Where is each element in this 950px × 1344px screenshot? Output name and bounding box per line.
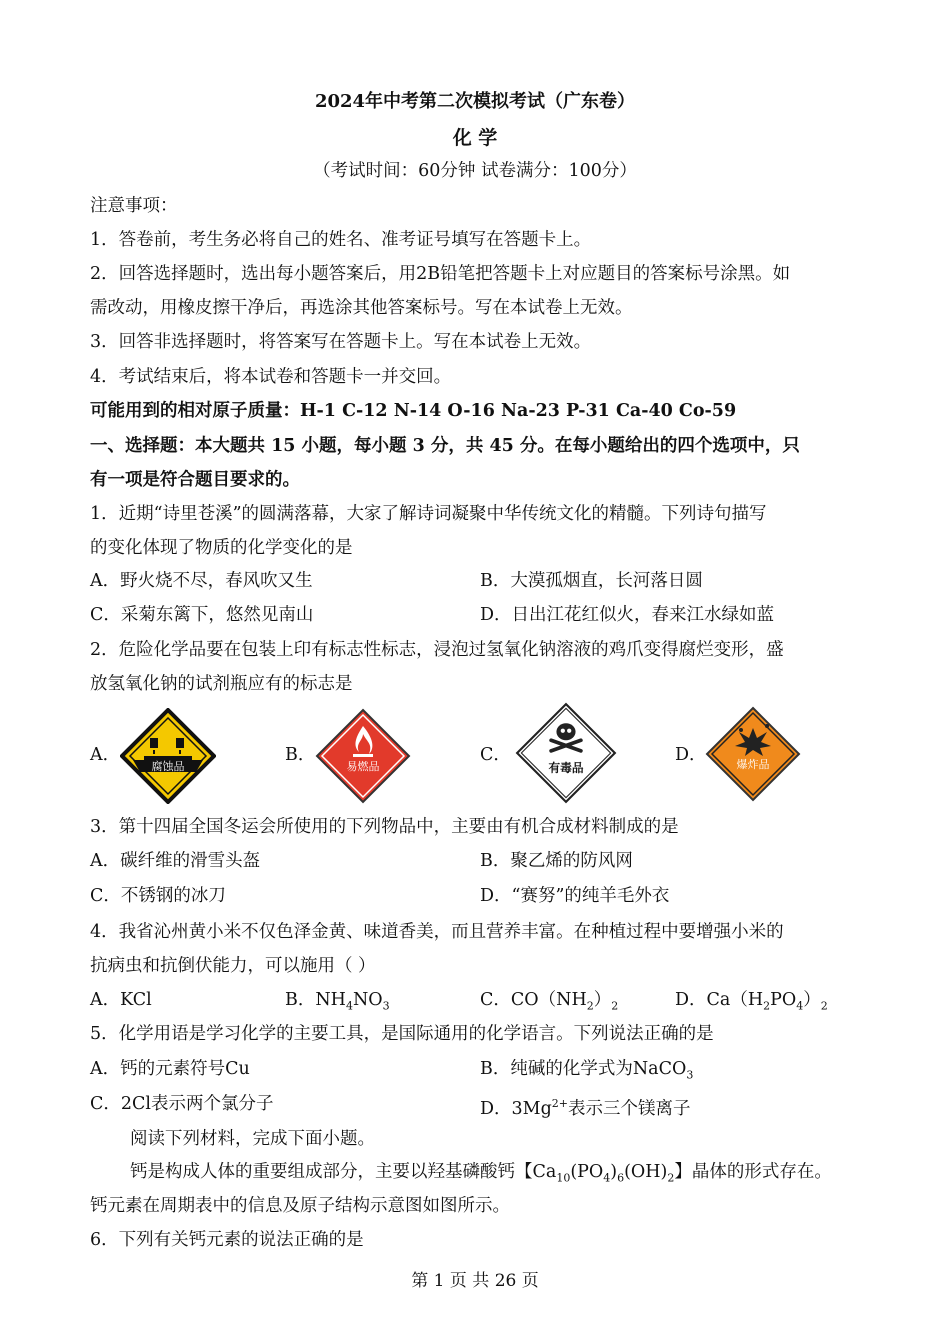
atomic-mass-line: 可能用到的相对原子质量：H-1 C-12 N-14 O-16 Na-23 P-31 Ca-40 Co-59 bbox=[90, 401, 737, 421]
q4-stem-line1: 4．我省沁州黄小米不仅色泽金黄、味道香美，而且营养丰富。在种植过程中要增强小米的 bbox=[90, 922, 784, 942]
q2-option-a-label: A． bbox=[90, 745, 121, 765]
q5-option-a: A．钙的元素符号Cu bbox=[90, 1059, 250, 1079]
note-2-line2: 需改动，用橡皮擦干净后，再选涂其他答案标号。写在本试卷上无效。 bbox=[90, 298, 633, 318]
reading-paragraph-line2: 钙元素在周期表中的信息及原子结构示意图如图所示。 bbox=[90, 1196, 510, 1216]
q2-stem-line1: 2．危险化学品要在包装上印有标志性标志，浸泡过氢氧化钠溶液的鸡爪变得腐烂变形，盛 bbox=[90, 640, 784, 660]
note-1: 1．答卷前，考生务必将自己的姓名、准考证号填写在答题卡上。 bbox=[90, 230, 592, 250]
corrosive-sign-icon bbox=[120, 708, 216, 804]
q2-option-b-label: B． bbox=[285, 745, 316, 765]
explosive-sign-icon bbox=[705, 706, 801, 802]
note-3: 3．回答非选择题时，将答案写在答题卡上。写在本试卷上无效。 bbox=[90, 332, 592, 352]
q4-stem-line2: 抗病虫和抗倒伏能力，可以施用（ ） bbox=[90, 956, 376, 976]
q4-option-c: C．$CO(NH_2)_2$ bbox=[480, 990, 619, 1013]
q5-option-b: B．纯碱的化学式为NaCO$_3$ bbox=[480, 1059, 694, 1082]
sign-c-text: 有毒品 bbox=[548, 761, 584, 776]
page-footer: 第 1 页 共 26 页 bbox=[411, 1271, 539, 1291]
q1-option-d: D．日出江花红似火，春来江水绿如蓝 bbox=[480, 605, 775, 625]
q3-option-b: B．聚乙烯的防风网 bbox=[480, 851, 633, 871]
exam-info: （考试时间：60分钟 试卷满分：100分） bbox=[313, 161, 637, 181]
q5-option-d: D．$3Mg^{2+}$表示三个镁离子 bbox=[480, 1097, 691, 1119]
q3-option-a: A．碳纤维的滑雪头盔 bbox=[90, 851, 261, 871]
subject-title: 化 学 bbox=[452, 127, 498, 149]
note-2-line1: 2．回答选择题时，选出每小题答案后，用2B铅笔把答题卡上对应题目的答案标号涂黑。如 bbox=[90, 264, 791, 284]
q5-option-c: C．2Cl表示两个氯分子 bbox=[90, 1094, 274, 1114]
q1-stem-line2: 的变化体现了物质的化学变化的是 bbox=[90, 538, 353, 558]
q5-stem: 5．化学用语是学习化学的主要工具，是国际通用的化学语言。下列说法正确的是 bbox=[90, 1024, 714, 1044]
reading-paragraph-line1: 钙是构成人体的重要组成部分，主要以羟基磷酸钙【$Ca_{10}(PO_4)_6(OH)_2$】晶体的形式存在。 bbox=[130, 1162, 832, 1185]
q4-option-d: D．$Ca(H_2PO_4)_2$ bbox=[675, 990, 828, 1013]
notes-heading: 注意事项： bbox=[90, 196, 178, 216]
flammable-sign-icon bbox=[315, 708, 411, 804]
q1-option-a: A．野火烧不尽，春风吹又生 bbox=[90, 571, 313, 591]
q6-stem: 6．下列有关钙元素的说法正确的是 bbox=[90, 1230, 364, 1250]
q3-option-d: D．“赛努”的纯羊毛外衣 bbox=[480, 886, 670, 906]
q2-stem-line2: 放氢氧化钠的试剂瓶应有的标志是 bbox=[90, 674, 353, 694]
q3-option-c: C．不锈钢的冰刀 bbox=[90, 886, 226, 906]
section1-line2: 有一项是符合题目要求的。 bbox=[90, 470, 300, 490]
q1-option-c: C．采菊东篱下，悠然见南山 bbox=[90, 605, 314, 625]
reading-intro: 阅读下列材料，完成下面小题。 bbox=[130, 1129, 375, 1149]
sign-b-text: 易燃品 bbox=[346, 760, 380, 773]
note-4: 4．考试结束后，将本试卷和答题卡一并交回。 bbox=[90, 367, 452, 387]
q1-option-b: B．大漠孤烟直，长河落日圆 bbox=[480, 571, 703, 591]
section1-line1: 一、选择题：本大题共 15 小题，每小题 3 分，共 45 分。在每小题给出的四个选项中，只 bbox=[90, 436, 800, 456]
q3-stem: 3．第十四届全国冬运会所使用的下列物品中，主要由有机合成材料制成的是 bbox=[90, 817, 679, 837]
q2-option-c-label: C． bbox=[480, 745, 511, 765]
q2-option-d-label: D． bbox=[675, 745, 707, 765]
exam-title: 2024年中考第二次模拟考试（广东卷） bbox=[314, 91, 636, 112]
sign-d-text: 爆炸品 bbox=[736, 758, 770, 771]
q4-option-a: A．KCl bbox=[90, 990, 152, 1010]
q1-stem-line1: 1．近期“诗里苍溪”的圆满落幕，大家了解诗词凝聚中华传统文化的精髓。下列诗句描写 bbox=[90, 504, 767, 524]
sign-a-text: 腐蚀品 bbox=[151, 760, 185, 773]
toxic-sign-icon bbox=[515, 702, 617, 804]
q4-option-b: B．$NH_4NO_3$ bbox=[285, 990, 390, 1013]
